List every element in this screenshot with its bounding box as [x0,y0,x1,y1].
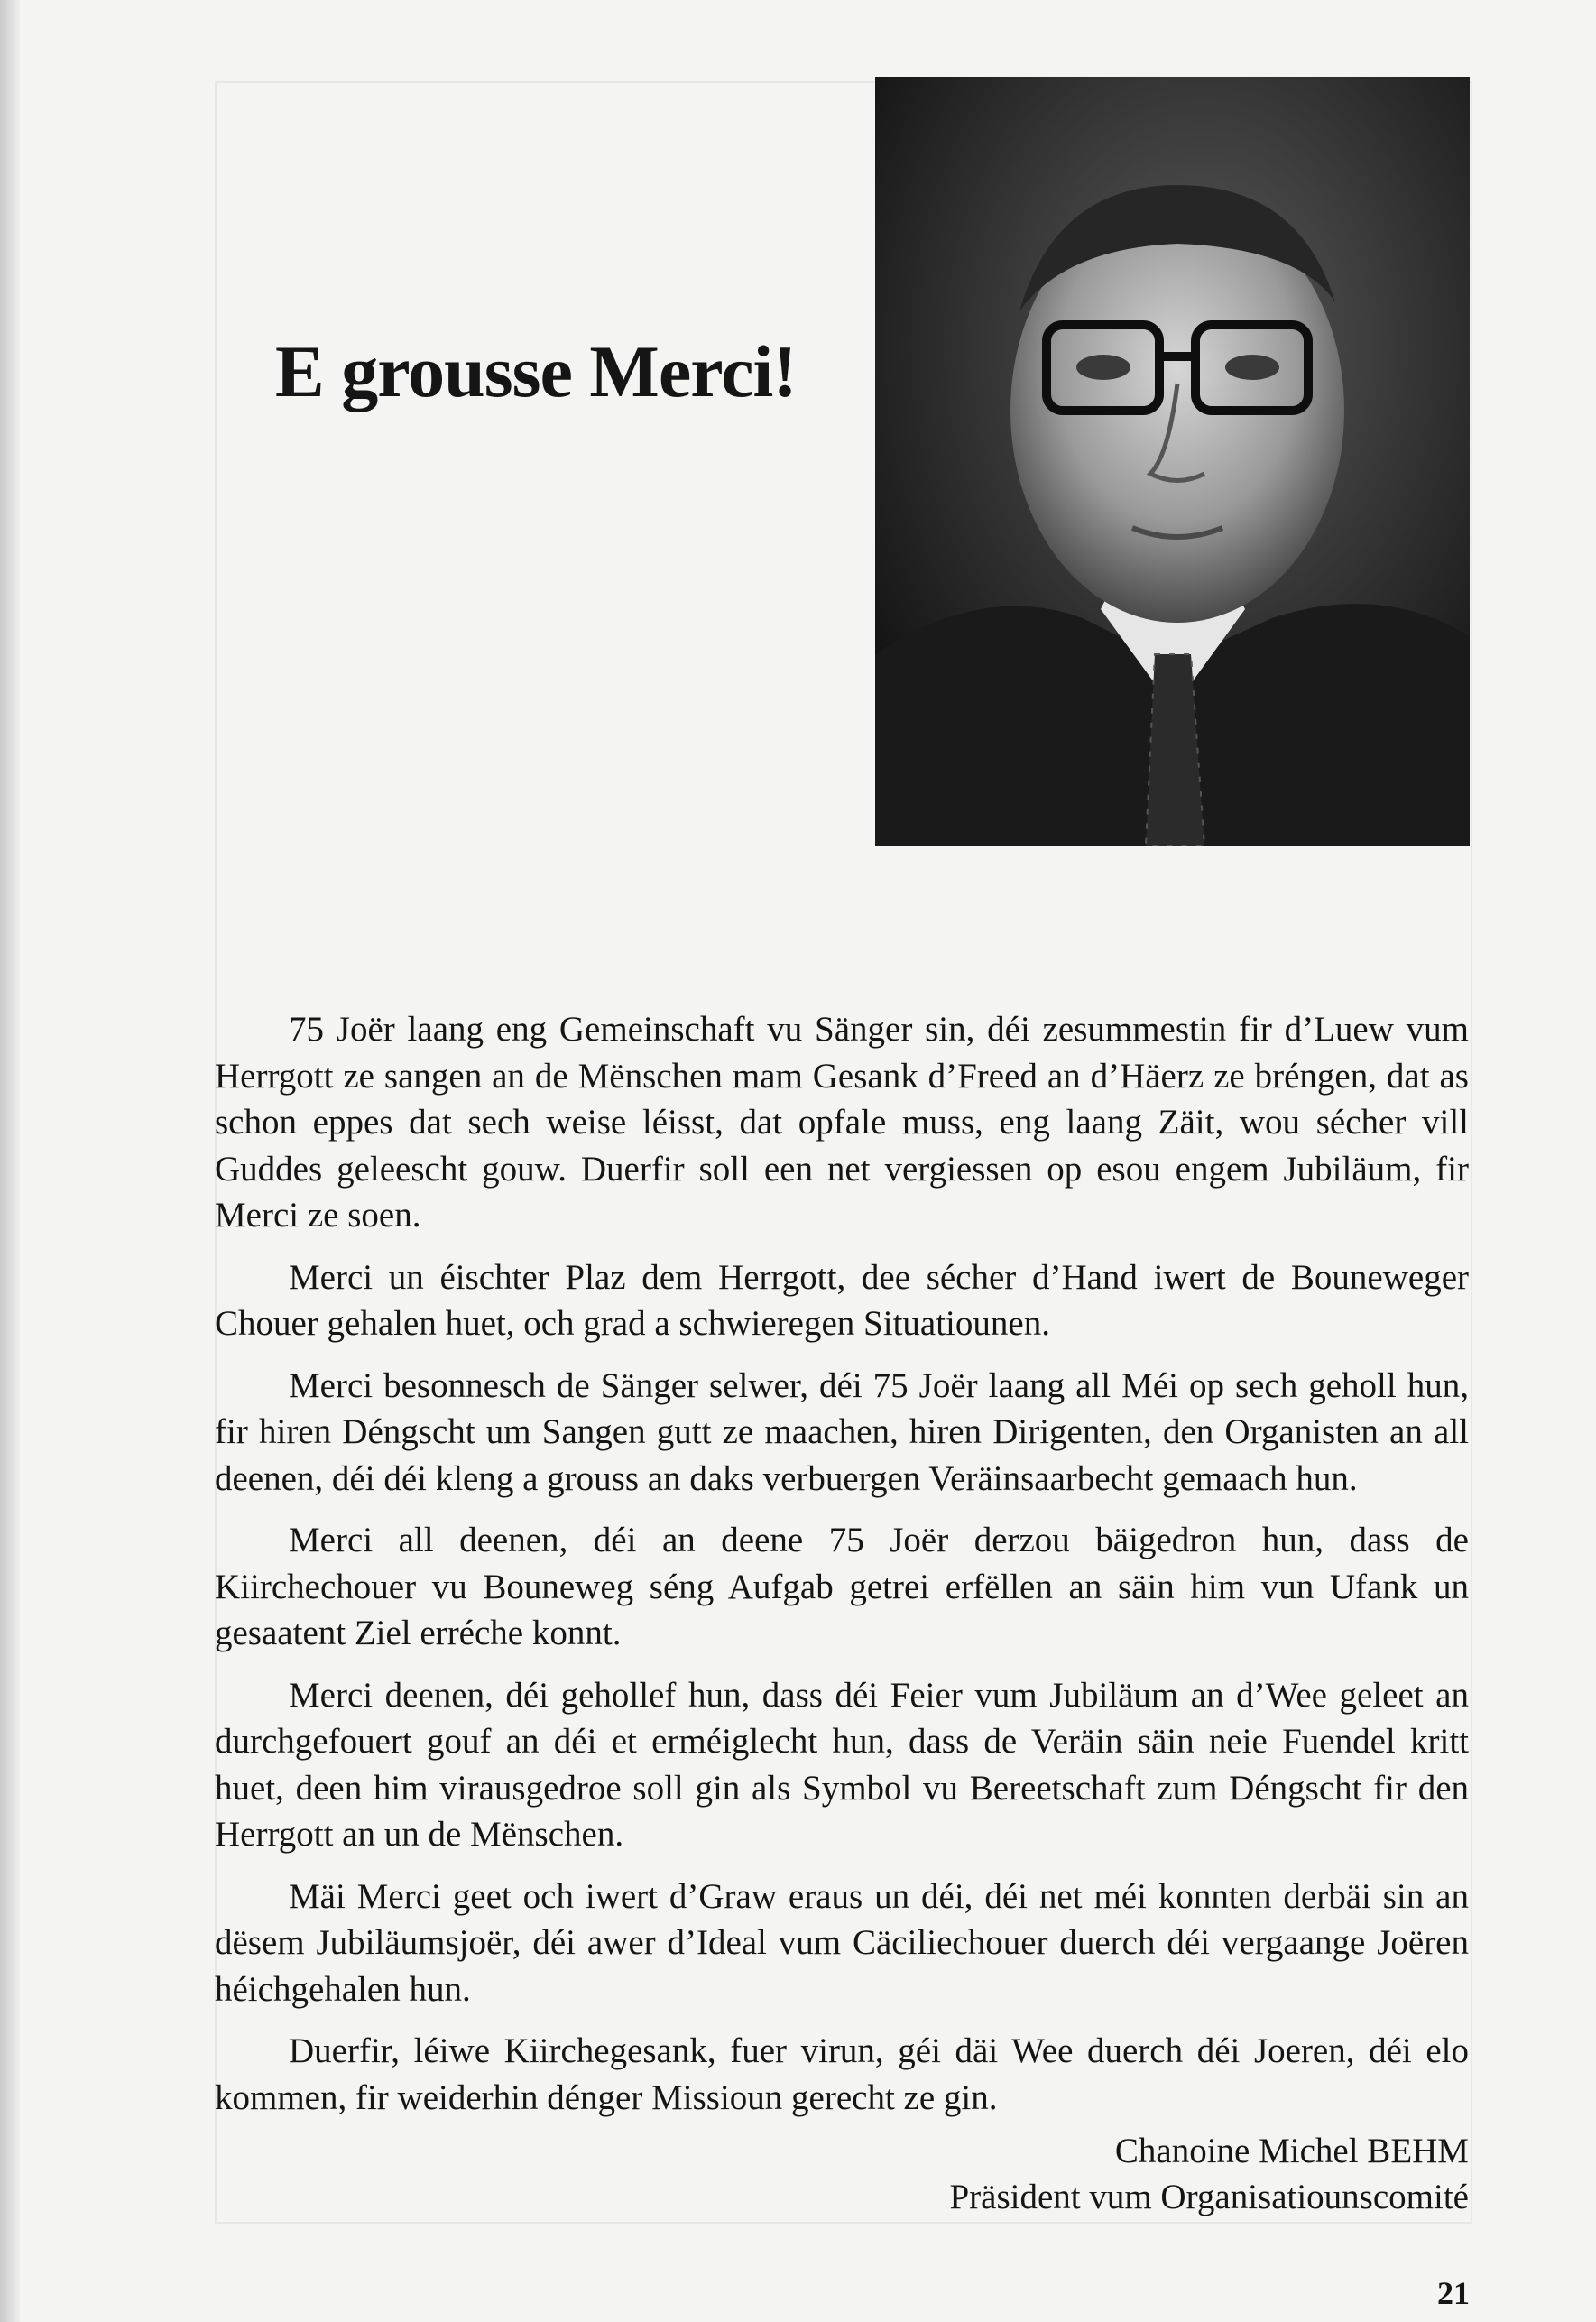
portrait-illustration [875,77,1470,846]
paragraph: Merci un éischter Plaz dem Herrgott, dee sécher d’Hand iwert de Bouneweger Chouer gehalen huet, och grad a schwieregen Situatiounen. [215,1257,1469,1343]
paragraph: Duerfir, léiwe Kiirchegesank, fuer virun, géi däi Wee duerch déi Joeren, déi elo kommen, fir weiderhin dénger Missioun gerecht ze gin. [215,2031,1469,2117]
paragraph: Merci deenen, déi gehollef hun, dass déi Feier vum Jubiläum an d’Wee geleet an durchgefouert gouf an déi et erméiglecht hun, dass de Veräin säin neie Fuendel kritt huet, deen him virausgedroe soll gin als Symbol vu Bereetschaft zum Déngscht fir den Herrgott an un de Mënschen. [215,1675,1469,1854]
paragraph: Merci all deenen, déi an deene 75 Joër derzou bäigedron hun, dass de Kiirchechouer vu Bouneweg séng Aufgab getrei erfëllen an säin him vun Ufank un gesaatent Ziel erréche konnt. [215,1521,1469,1652]
paragraph: 75 Joër laang eng Gemeinschaft vu Sänger sin, déi zesummestin fir d’Luew vum Herrgott ze sangen an de Mënschen mam Gesank d’Freed an d’Häerz ze bréngen, dat as schon eppes dat sech weise léisst, dat opfale muss, eng laang Zäit, wou sécher vill Guddes geleescht gouw. Duerfir soll een net vergiessen op esou engem Jubiläum, fir Merci ze soen. [215,1010,1469,1235]
signatory-name: Chanoine Michel BEHM [1114,2132,1469,2170]
page-number: 21 [1437,2275,1470,2311]
signature-block [949,2128,1469,2220]
paragraph: Merci besonnesch de Sänger selwer, déi 75 Joër laang all Méi op sech geholl hun, fir hiren Déngscht um Sangen gutt ze maachen, hiren Dirigenten, den Organisten an all deenen, déi déi kleng a grouss an daks verbuergen Veräinsaarbecht gemaach hun. [215,1365,1469,1498]
signatory-role: Präsident vum Organisatiounscomité [949,2178,1469,2216]
paragraph: Mäi Merci geet och iwert d’Graw eraus un déi, déi net méi konnten derbäi sin an dësem Jubiläumsjoër, déi awer d’Ideal vum Cäciliechouer duerch déi vergaange Joëren héichgehalen hun. [215,1876,1469,2009]
letter-body [215,1006,1469,2136]
portrait-photo [875,77,1470,846]
page-title: E grousse Merci! [275,330,797,412]
page-edge [0,0,20,2322]
